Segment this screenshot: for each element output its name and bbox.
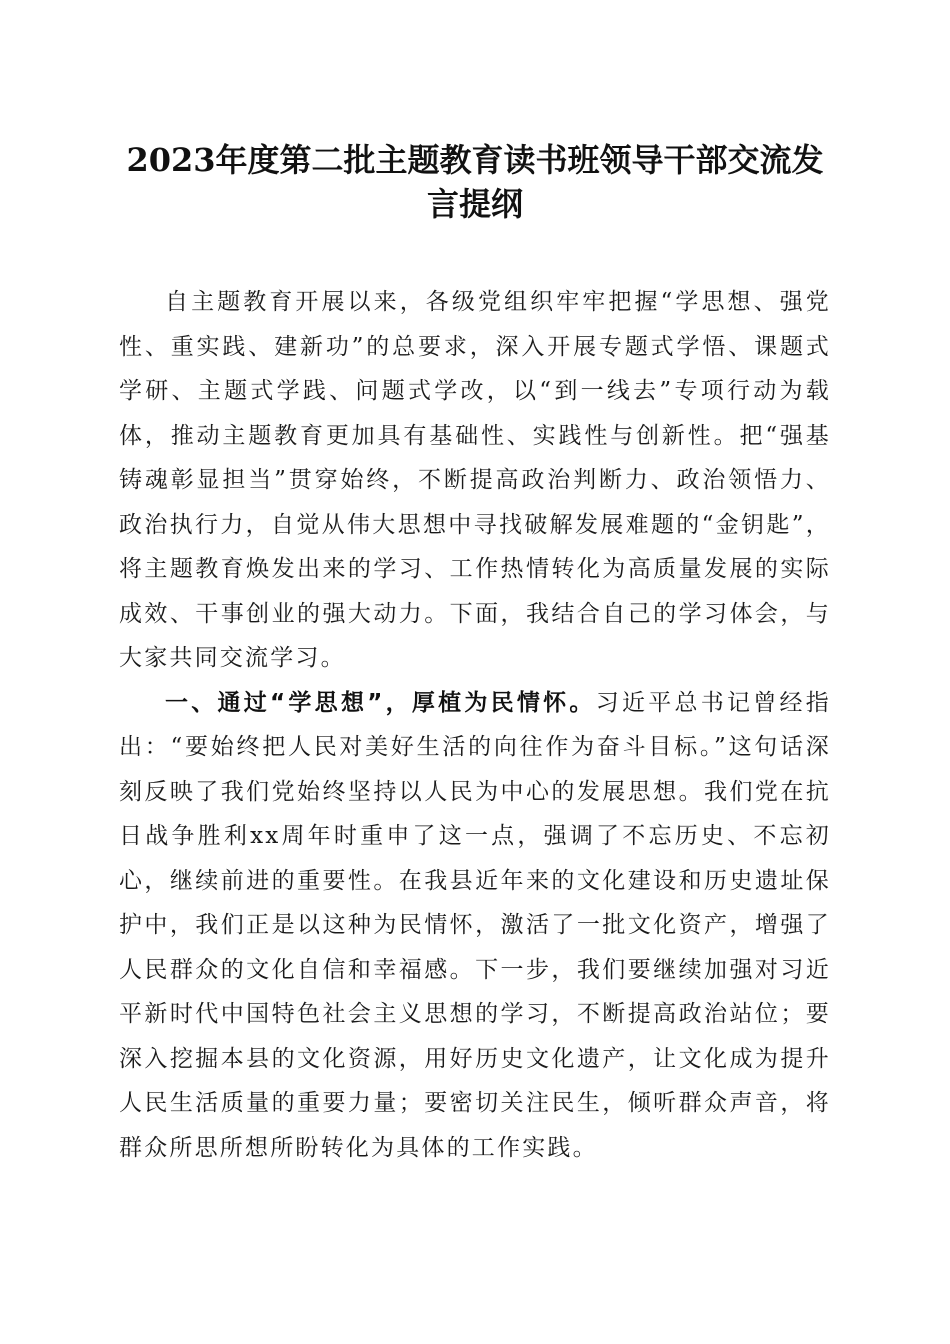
- intro-paragraph: [119, 280, 831, 681]
- document-title: 2023年度第二批主题教育读书班领导干部交流发言提纲: [126, 141, 824, 223]
- section-one-heading: 一、通过“学思想”，厚植为民情怀。: [165, 689, 596, 716]
- document-body: [119, 280, 831, 1170]
- intro-paragraph-text: 自主题教育开展以来，各级党组织牢牢把握“学思想、强党性、重实践、建新功”的总要求，深入开展专题式学悟、课题式学研、主题式学践、问题式学改，以“到一线去”专项行动为载体，推动主题教育更加具有基础性、实践性与创新性。把“强基铸魂彰显担当”贯穿始终，不断提高政治判断力、政治领悟力、政治执行力，自觉从伟大思想中寻找破解发展难题的“金钥匙”，将主题教育焕发出来的学习、工作热情转化为高质量发展的实际成效、干事创业的强大动力。下面，我结合自己的学习体会，与大家共同交流学习。: [119, 289, 831, 671]
- section-one-text: 习近平总书记曾经指出：“要始终把人民对美好生活的向往作为奋斗目标。”这句话深刻反映了我们党始终坚持以人民为中心的发展思想。我们党在抗日战争胜利xx周年时重申了这一点，强调了不忘历史、不忘初心，继续前进的重要性。在我县近年来的文化建设和历史遗址保护中，我们正是以这种为民情怀，激活了一批文化资产，增强了人民群众的文化自信和幸福感。下一步，我们要继续加强对习近平新时代中国特色社会主义思想的学习，不断提高政治站位；要深入挖掘本县的文化资源，用好历史文化遗产，让文化成为提升人民生活质量的重要力量；要密切关注民生，倾听群众声音，将群众所思所想所盼转化为具体的工作实践。: [119, 689, 831, 1161]
- section-one-paragraph: [119, 681, 831, 1171]
